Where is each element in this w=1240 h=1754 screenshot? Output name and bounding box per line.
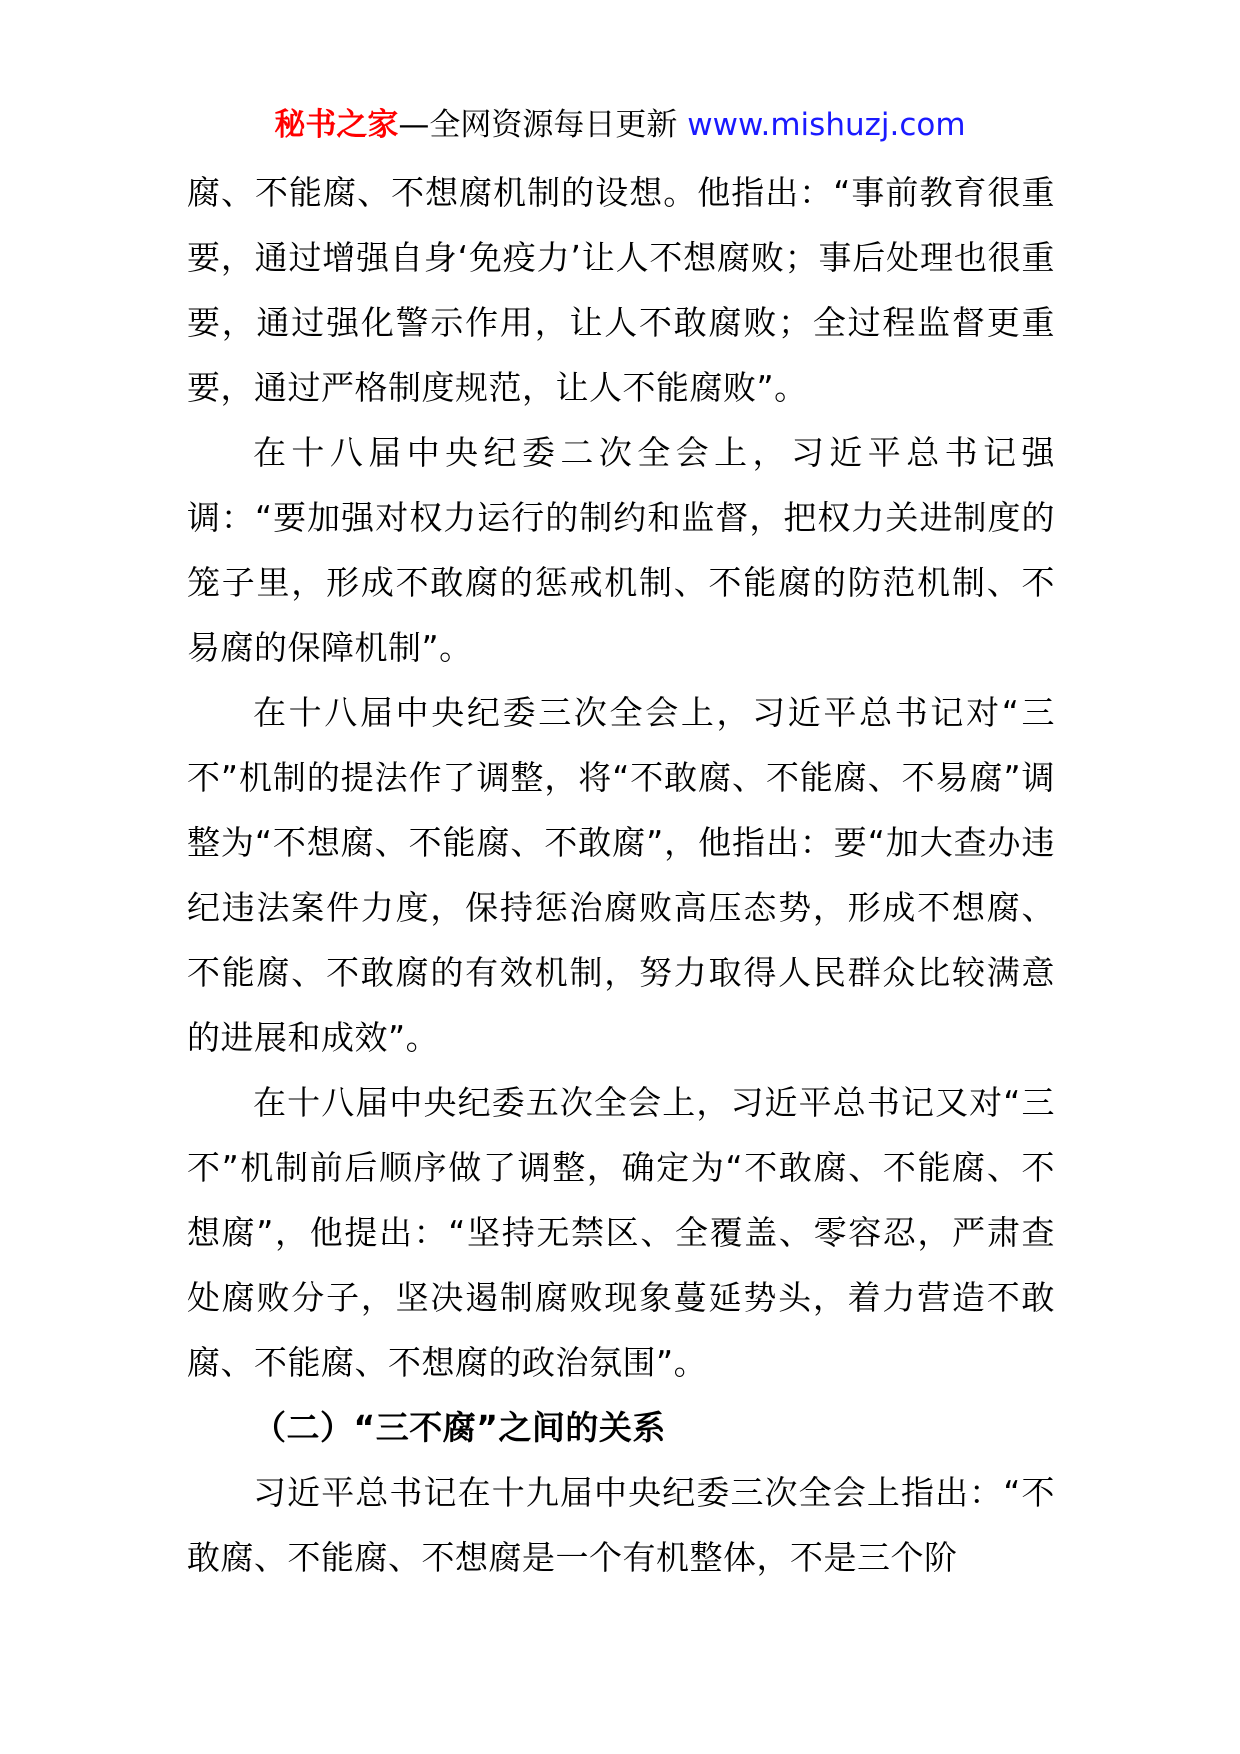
section-heading: （二）“三不腐”之间的关系: [253, 1408, 666, 1447]
site-url-link[interactable]: www.mishuzj.com: [687, 107, 966, 143]
site-header: [0, 103, 1240, 147]
paragraph: 习近平总书记在十九届中央纪委三次全会上指出：“不敢腐、不能腐、不想腐是一个有机整体，不是三个阶: [187, 1473, 1055, 1577]
paragraph: 在十八届中央纪委五次全会上，习近平总书记又对“三不”机制前后顺序做了调整，确定为“不敢腐、不能腐、不想腐”，他提出：“坚持无禁区、全覆盖、零容忍，严肃查处腐败分子，坚决遏制腐败现象蔓延势头，着力营造不敢腐、不能腐、不想腐的政治氛围”。: [187, 1083, 1055, 1382]
paragraph: 在十八届中央纪委三次全会上，习近平总书记对“三不”机制的提法作了调整，将“不敢腐、不能腐、不易腐”调整为“不想腐、不能腐、不敢腐”，他指出：要“加大查办违纪违法案件力度，保持惩治腐败高压态势，形成不想腐、不能腐、不敢腐的有效机制，努力取得人民群众比较满意的进展和成效”。: [187, 693, 1055, 1057]
brand-name: 秘书之家: [274, 107, 399, 143]
document-body: [187, 160, 1055, 1590]
header-tagline: —全网资源每日更新: [398, 107, 678, 143]
paragraph-continued: 腐、不能腐、不想腐机制的设想。他指出：“事前教育很重要，通过增强自身‘免疫力’让人不想腐败；事后处理也很重要，通过强化警示作用，让人不敢腐败；全过程监督更重要，通过严格制度规范，让人不能腐败”。: [187, 173, 1055, 407]
paragraph: 在十八届中央纪委二次全会上，习近平总书记强调：“要加强对权力运行的制约和监督，把权力关进制度的笼子里，形成不敢腐的惩戒机制、不能腐的防范机制、不易腐的保障机制”。: [187, 433, 1055, 667]
